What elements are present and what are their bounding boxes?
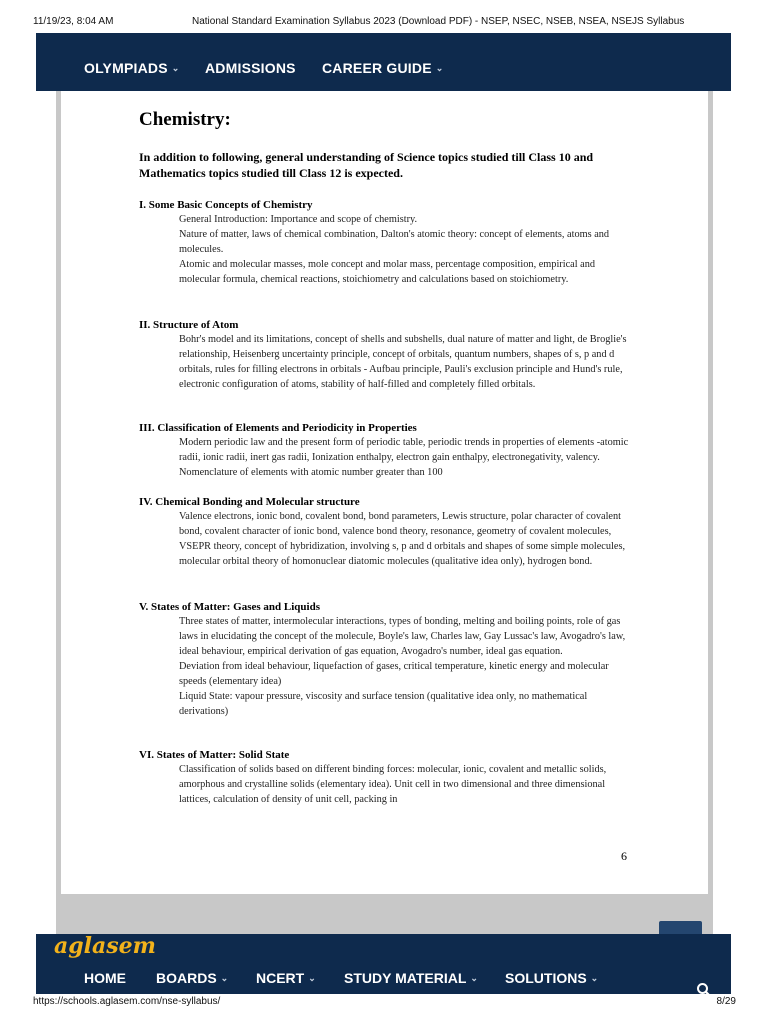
print-header (0, 0, 768, 30)
section-body (179, 332, 631, 392)
syllabus-section (139, 421, 639, 480)
syllabus-section (139, 318, 639, 392)
nav-item-ncert[interactable]: NCERT ⌄ (256, 970, 316, 986)
nav-item-admissions[interactable]: ADMISSIONS (205, 60, 296, 76)
section-body (179, 212, 631, 287)
chevron-down-icon: ⌄ (308, 973, 316, 983)
section-paragraph: Liquid State: vapour pressure, viscosity and surface tension (qualitative idea only, no mathematical derivations) (179, 691, 588, 717)
chevron-down-icon: ⌄ (435, 63, 444, 73)
search-icon[interactable] (734, 27, 750, 43)
nav-item-career-guide[interactable]: CAREER GUIDE ⌄ (322, 60, 444, 76)
nav-item-olympiads[interactable]: OLYMPIADS ⌄ (84, 60, 180, 76)
chevron-down-icon: ⌄ (470, 973, 478, 983)
section-paragraph: Classification of solids based on different binding forces: molecular, ionic, covalent and metallic solids, amorphous and crystalline solids (elementary idea). Unit cell in two dimensional and three dimensional lattices, calculation of density of unit cell, packing in (179, 764, 607, 805)
section-paragraph: Modern periodic law and the present form of periodic table, periodic trends in properties of elements -atomic radii, ionic radii, inert gas radii, Ionization enthalpy, electron gain enthalpy, electronegativity, valency. Nomenclature of elements with atomic number greater than 100 (179, 437, 629, 478)
syllabus-section (139, 748, 639, 807)
section-paragraph: Three states of matter, intermolecular interactions, types of bonding, melting and boiling points, role of gas laws in elucidating the concept of the molecule, Boyle's law, Charles law, Gay Lussac's law, Avogadro's law, ideal behaviour, empirical derivation of gas equation, Avogadro's number, ideal gas equation. (179, 616, 626, 657)
section-paragraph: Nature of matter, laws of chemical combination, Dalton's atomic theory: concept of elements, atoms and molecules. (179, 229, 610, 255)
document-title: Chemistry: (139, 109, 231, 130)
print-page-count: 8/29 (716, 996, 736, 1007)
section-heading: III. Classification of Elements and Periodicity in Properties (139, 422, 417, 434)
section-heading: VI. States of Matter: Solid State (139, 749, 290, 761)
print-timestamp: 11/19/23, 8:04 AM (33, 16, 114, 27)
bottom-nav-bar (36, 934, 731, 994)
section-heading: IV. Chemical Bonding and Molecular structure (139, 496, 360, 508)
nav-item-study-material[interactable]: STUDY MATERIAL ⌄ (344, 970, 478, 986)
section-body (179, 509, 631, 569)
section-body (179, 435, 631, 480)
print-url: https://schools.aglasem.com/nse-syllabus/ (33, 996, 221, 1007)
section-paragraph: Atomic and molecular masses, mole concept and molar mass, percentage composition, empirical and molecular formula, chemical reactions, stoichiometry and calculations based on stoichiometry. (179, 259, 596, 285)
syllabus-section (139, 495, 639, 569)
chevron-down-icon: ⌄ (590, 973, 599, 983)
section-paragraph: Valence electrons, ionic bond, covalent bond, bond parameters, Lewis structure, polar character of covalent bond, covalent character of ionic bond, valence bond theory, resonance, geometry of covalent molecules, VSEPR theory, concept of hybridization, involving s, p and d orbitals and shapes of some simple molecules, molecular orbital theory of homonuclear diatomic molecules (qualitative idea only), hydrogen bond. (179, 511, 626, 567)
pdf-viewer[interactable] (56, 91, 713, 934)
top-nav-bar (36, 33, 731, 91)
search-icon[interactable] (696, 982, 712, 994)
chevron-down-icon: ⌄ (220, 973, 229, 983)
section-paragraph: Deviation from ideal behaviour, liquefaction of gases, critical temperature, kinetic energy and molecular speeds (elementary idea) (179, 661, 609, 687)
print-page-title: National Standard Examination Syllabus 2023 (Download PDF) - NSEP, NSEC, NSEB, NSEA, NSEJS Syllabus (192, 16, 685, 27)
section-heading: II. Structure of Atom (139, 319, 239, 331)
section-body (179, 614, 631, 719)
document-intro: In addition to following, general understanding of Science topics studied till Class 10 and Mathematics topics studied till Class 12 is expected. (139, 150, 594, 180)
document-page-number: 6 (621, 849, 627, 863)
nav-item-home[interactable]: HOME (84, 970, 126, 986)
syllabus-section (139, 600, 639, 719)
nav-item-solutions[interactable]: SOLUTIONS ⌄ (505, 970, 599, 986)
aglasem-logo[interactable]: aglasem (54, 934, 156, 959)
nav-item-boards[interactable]: BOARDS ⌄ (156, 970, 229, 986)
section-paragraph: Bohr's model and its limitations, concept of shells and subshells, dual nature of matter and light, de Broglie's relationship, Heisenberg uncertainty principle, concept of orbitals, quantum numbers, shapes of s, p and d orbitals, rules for filling electrons in orbitals - Aufbau principle, Pauli's exclusion principle and Hund's rule, electronic configuration of atoms, stability of half-filled and completely filled orbitals. (179, 334, 627, 390)
section-heading: I. Some Basic Concepts of Chemistry (139, 199, 313, 211)
section-body (179, 762, 631, 807)
section-paragraph: General Introduction: Importance and scope of chemistry. (179, 214, 418, 225)
pdf-page (61, 91, 708, 894)
syllabus-section (139, 198, 639, 287)
chevron-down-icon: ⌄ (171, 63, 180, 73)
section-heading: V. States of Matter: Gases and Liquids (139, 601, 321, 613)
